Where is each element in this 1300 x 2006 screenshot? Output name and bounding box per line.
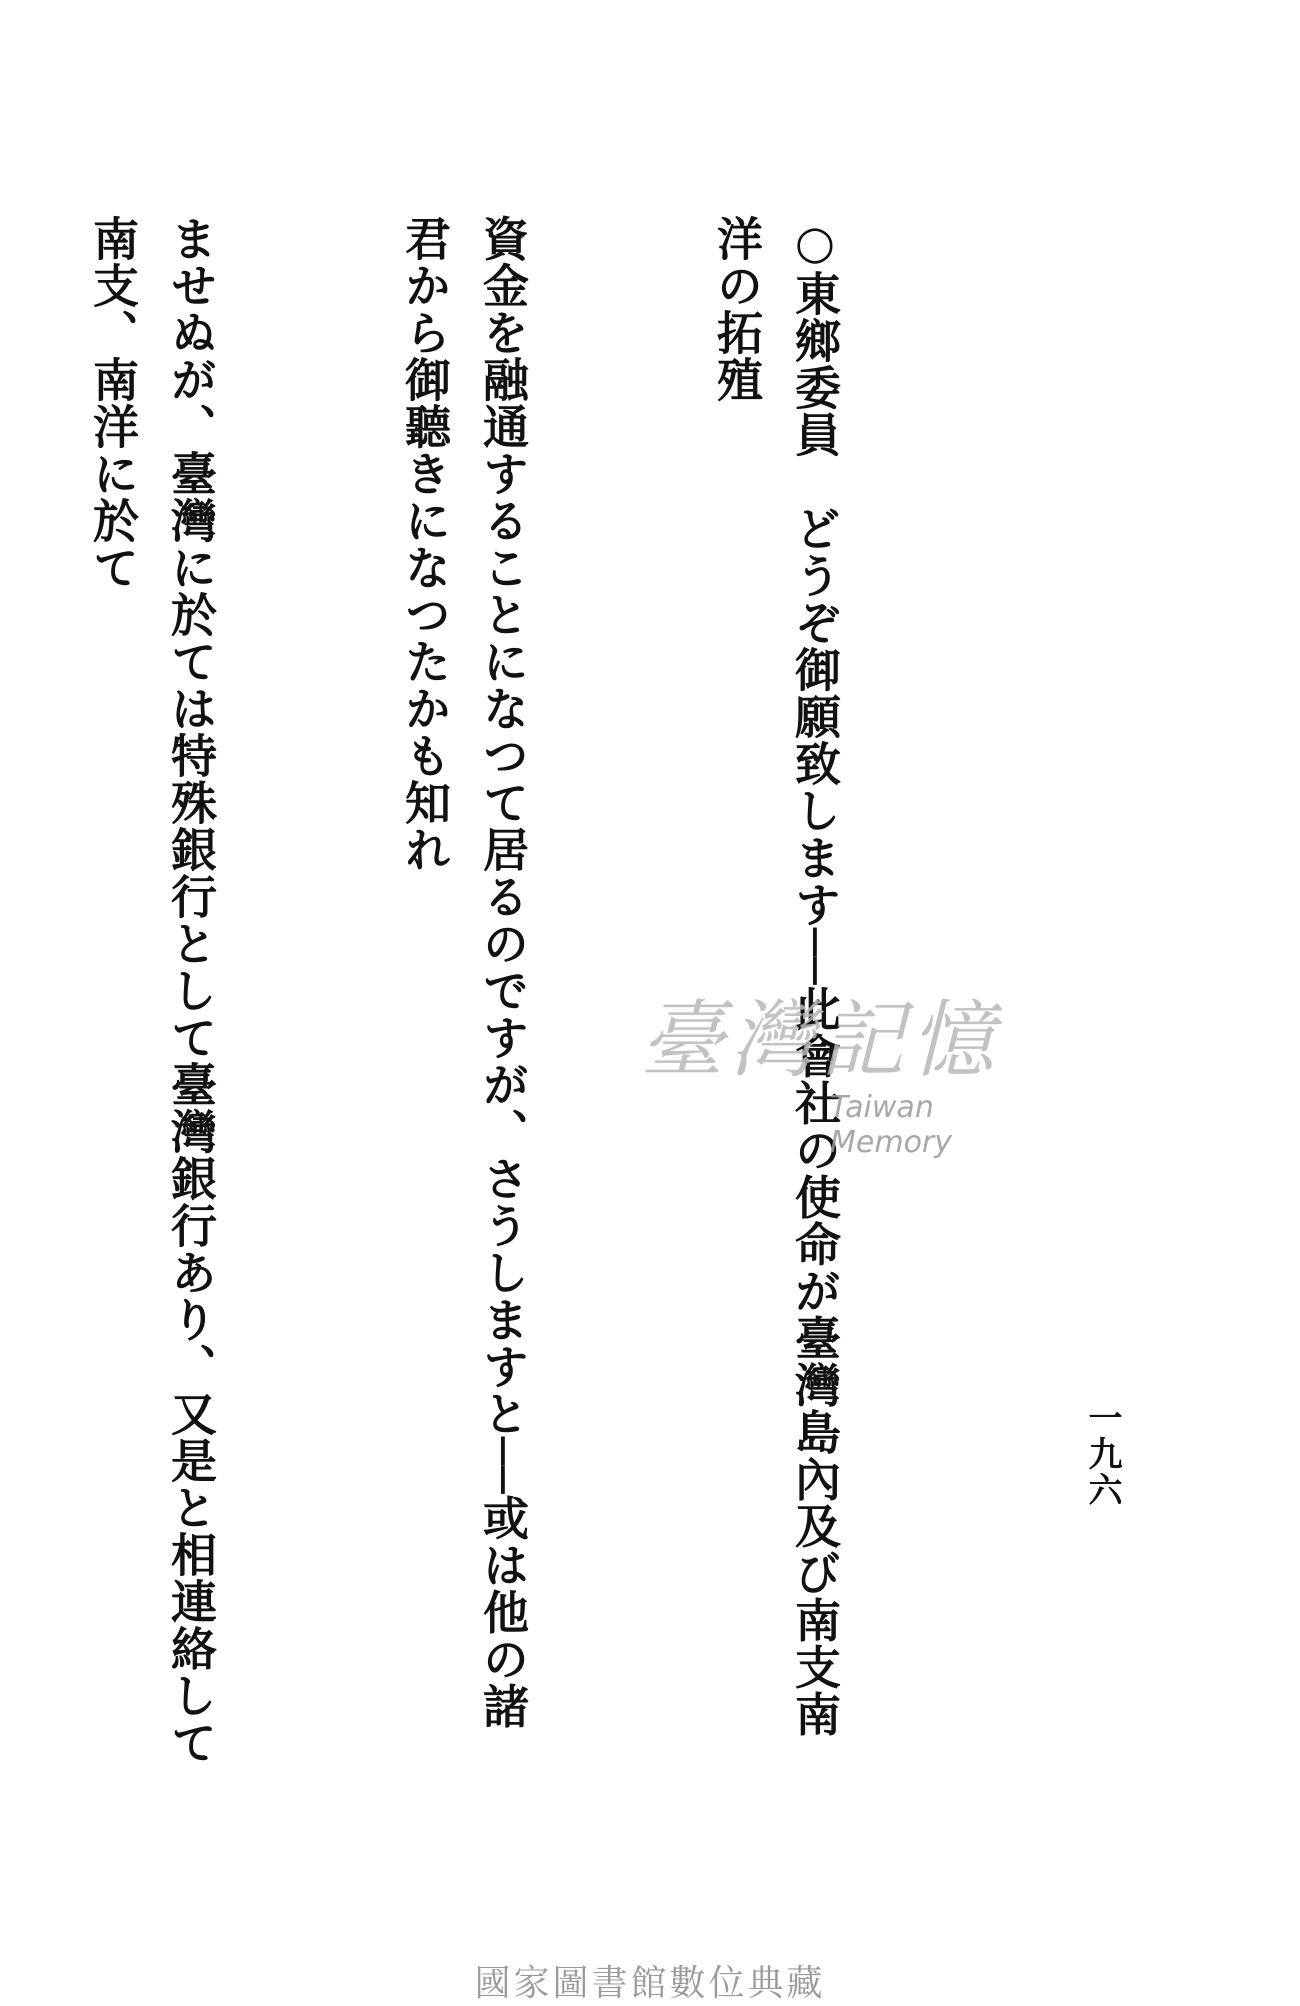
text-column: ませぬが、臺灣に於ては特殊銀行として臺灣銀行あり、又是と相連絡して南支、南洋に於て [86, 215, 218, 1766]
vertical-text-body [0, 215, 1010, 1775]
text-column: 資金を融通することになつて居るのですが、さうしますと──或は他の諸君から御聽きになつたかも知れ [398, 215, 530, 1730]
watermark-cjk-text: 臺灣記憶 [640, 991, 1001, 1089]
watermark-en-text: Taiwan Memory [830, 1090, 953, 1160]
footer-collection-label: 國家圖書館數位典藏 [474, 1963, 826, 2004]
text-column: ○東鄉委員 どうぞ御願致します──此會社の使命が臺灣島內及び南支南洋の拓殖 [710, 215, 842, 1738]
page-number: 一九六 [1082, 1400, 1122, 1508]
